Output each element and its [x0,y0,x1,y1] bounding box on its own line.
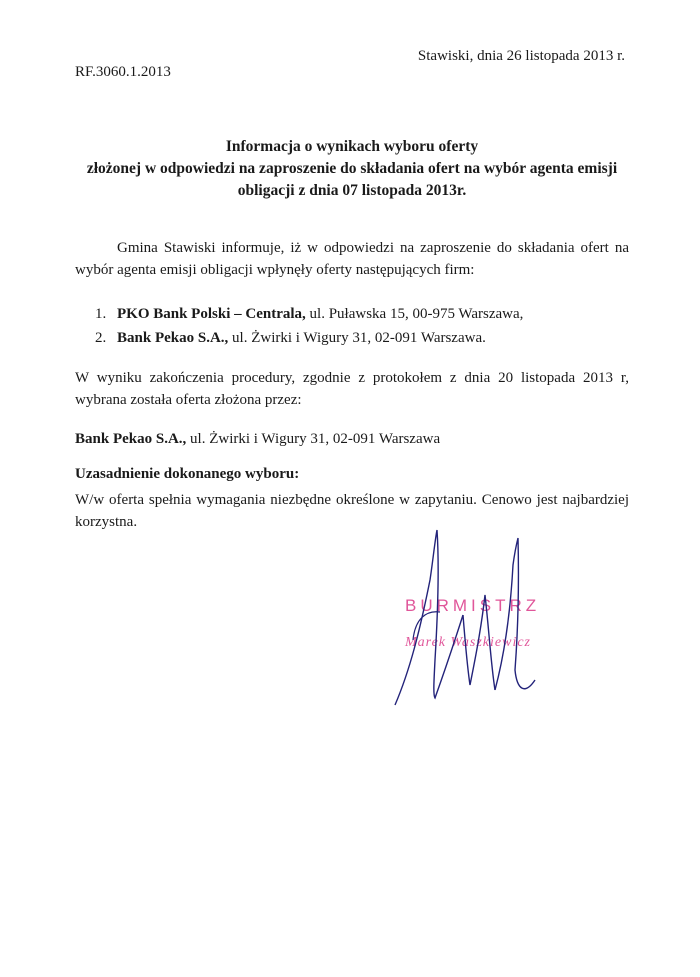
place-date: Stawiski, dnia 26 listopada 2013 r. [417,48,625,64]
intro-paragraph: Gmina Stawiski informuje, iż w odpowiedzi na zaproszenie do składania ofert na wybór agenta emisji obligacji wpłynęły oferty następujących firm: [75,240,629,278]
list-number: 2. [95,330,107,346]
title-line-3: obligacji z dnia 07 listopada 2013r. [237,182,467,199]
winner-line [75,431,440,448]
title-line-2: złożonej w odpowiedzi na zaproszenie do składania ofert na wybór agenta emisji [86,160,618,177]
winner-company: Bank Pekao S.A., [75,431,187,447]
document-title [75,136,629,202]
list-item [95,326,635,350]
offer-address: ul. Puławska 15, 00-975 Warszawa, [305,306,524,322]
winner-address: ul. Żwirki i Wigury 31, 02-091 Warszawa [186,431,441,447]
offers-list [95,302,635,350]
title-line-1: Informacja o wynikach wyboru oferty [225,138,479,155]
stamp-title: BURMISTRZ [405,596,541,615]
offer-company: Bank Pekao S.A., [117,330,229,346]
justification-text: W/w oferta spełnia wymagania niezbędne określone w zapytaniu. Cenowo jest najbardziej korzystna. [75,492,629,530]
reference-number: RF.3060.1.2013 [75,64,171,80]
result-paragraph: W wyniku zakończenia procedury, zgodnie z protokołem z dnia 20 listopada 2013 r, wybrana została oferta złożona przez: [75,370,629,408]
list-number: 1. [95,306,107,322]
justification-heading: Uzasadnienie dokonanego wyboru: [75,466,300,482]
signature-icon [385,520,565,710]
stamp-name: Marek Waszkiewicz [405,635,531,650]
list-item [95,302,635,326]
offer-company: PKO Bank Polski – Centrala, [117,306,306,322]
offer-address: ul. Żwirki i Wigury 31, 02-091 Warszawa. [228,330,486,346]
